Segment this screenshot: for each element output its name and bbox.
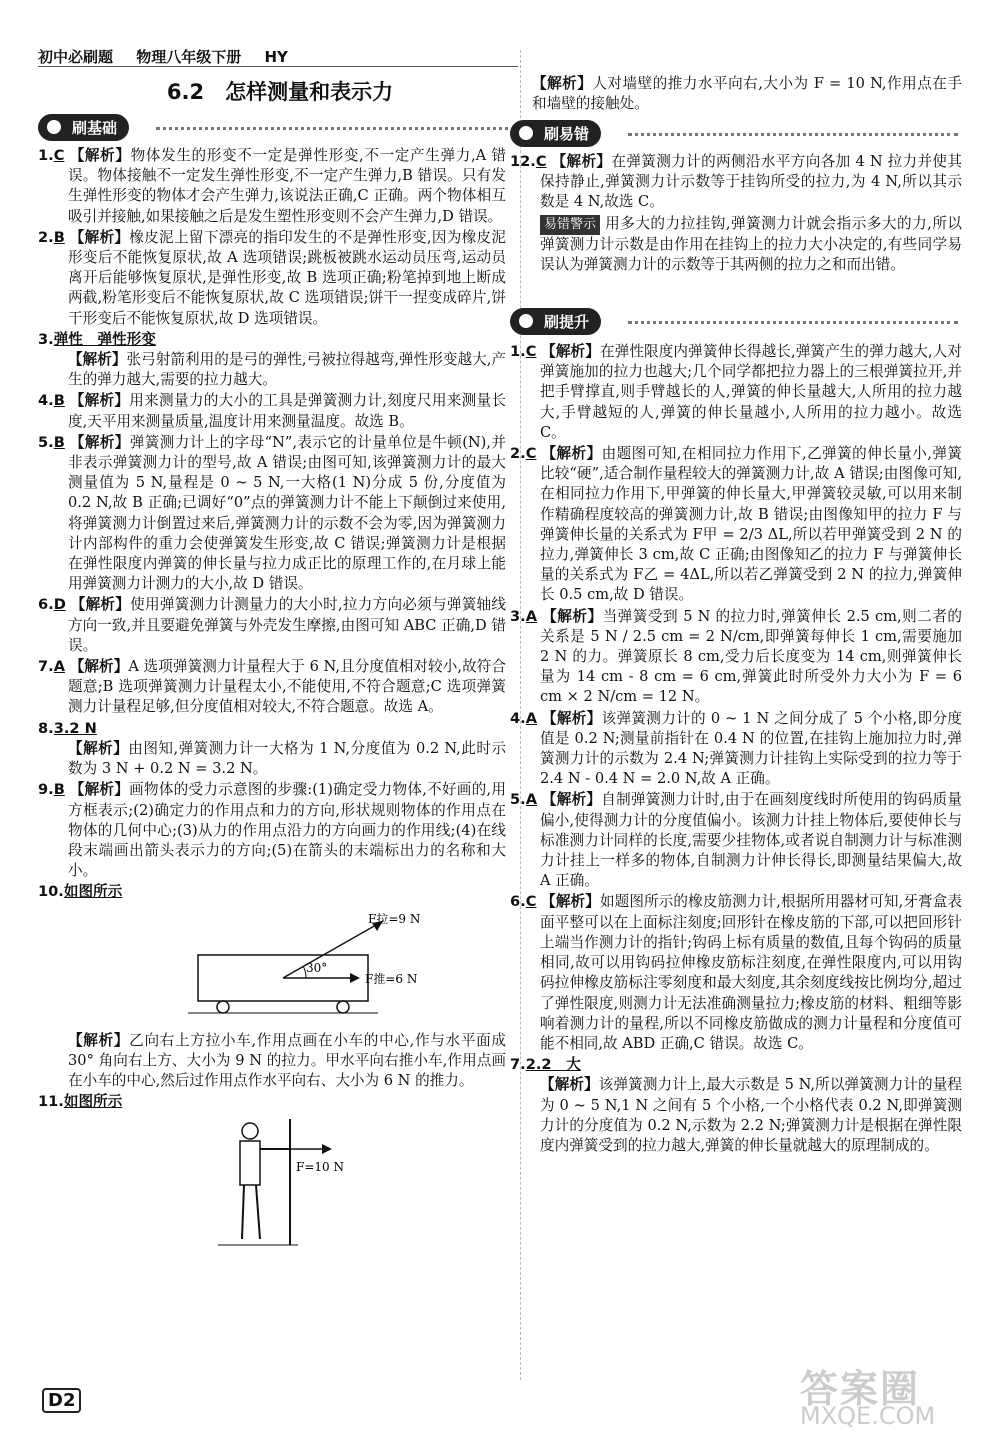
p7: 7.2.2 大 【解析】该弹簧测力计上,最大示数是 5 N,所以弹簧测力计的量程为 0 ~ 5 N,1 N 之间有 5 个小格,一个小格代表 0.2 N,即弹簧测力计的分度值为 0.2 N,示数为 2.2 N;弹簧测力计是根据在弹性限度内弹簧受到的拉力越大,弹簧的伸长量就越大的原理制成的。 [510, 1056, 962, 1154]
push-force-label: F推=6 N [365, 971, 418, 986]
header-rule [38, 66, 518, 67]
running-header [38, 46, 306, 67]
badge-basic-label: 刷基础 [38, 114, 129, 141]
q11-heading: 11.如图所示 [38, 1093, 123, 1111]
badge-mistake-label: 刷易错 [510, 120, 601, 147]
subject-name: 物理八年级下册 [136, 48, 242, 66]
dotted-rule [628, 321, 958, 324]
q11-explanation: 【解析】人对墙壁的推力水平向右,大小为 F = 10 N,作用点在手和墙壁的接触处。 [532, 75, 962, 113]
q3: 3.弹性 弹性形变 【解析】张弓射箭利用的是弓的弹性,弓被拉得越弯,弹性形变越大,产生的弹力越大,需要的拉力越大。 [38, 330, 506, 389]
right-column-2 [510, 152, 962, 276]
dotted-rule [156, 127, 516, 130]
q9: 9.B 【解析】画物体的受力示意图的步骤:(1)确定受力物体,不好画的,用方框表示;(2)确定力的作用点和力的方向,形状规则物体的作用点在物体的几何中心;(3)从力的作用点沿力的方向画力的作用线;(4)在线段末端画出箭头表示力的方向;(5)在箭头的末端标出力的名称和大小。 [38, 781, 506, 880]
right-column-3 [510, 342, 962, 1157]
badge-improve [510, 308, 601, 336]
right-column [532, 74, 962, 115]
dotted-rule [628, 133, 958, 136]
q12: 12.C 【解析】在弹簧测力计的两侧沿水平方向各加 4 N 拉力并使其保持静止,弹簧测力计示数等于挂钩所受的拉力,为 4 N,所以其示数是 4 N,故选 C。 [510, 153, 962, 211]
left-column [38, 146, 506, 1261]
edition: HY [264, 48, 288, 66]
p5: 5.A 【解析】自制弹簧测力计时,由于在画刻度线时所使用的钩码质量偏小,使得测力计的分度值偏小。该测力计挂上物体后,要使伸长与标准测力计同样的长度,需要少挂物体,或者说自制测力计与标准测力计挂上一样多的物体,自制测力计伸长得长,即测量结果偏大,故 A 正确。 [510, 791, 962, 890]
q8: 8.3.2 N 【解析】由图知,弹簧测力计一大格为 1 N,分度值为 0.2 N,此时示数为 3 N + 0.2 N = 3.2 N。 [38, 719, 506, 778]
warning-tag: 易错警示 [540, 215, 600, 235]
q6: 6.D 【解析】使用弹簧测力计测量力的大小时,拉力方向必须与弹簧轴线方向一致,并且要避免弹簧与外壳发生摩擦,由图可知 ABC 正确,D 错误。 [38, 596, 506, 654]
q5: 5.B 【解析】弹簧测力计上的字母“N”,表示它的计量单位是牛顿(N),并非表示弹簧测力计的型号,故 A 错误;由图可知,该弹簧测力计的最大测量值为 5 N,量程是 0 ~ 5 N,一大格(1 N)分成 5 份,分度值为 0.2 N,故 B 正确;已调好“0”点的弹簧测力计不能上下颠倒过来使用,将弹簧测力计倒置过来后,弹簧测力计的示数不会为零,因为弹簧测力计内部构件的重力会使弹簧发生形变,故 C 错误;弹簧测力计是根据在弹性限度内弹簧的伸长量与拉力成正比的原理工作的,在月球上能用弹簧测力计测力的大小,故 D 错误。 [38, 433, 506, 593]
badge-mistake [510, 120, 601, 148]
q2: 2.B 【解析】橡皮泥上留下漂亮的指印发生的不是弹性形变,因为橡皮泥形变后不能恢复原状,故 A 选项错误;跳板被跳水运动员压弯,运动员离开后能够恢复原状,是弹性形变,故 B 选项正确;粉笔掉到地上断成两截,粉笔形变后不能恢复原状,故 C 选项错误;饼干一捏变成碎片,饼干形变后不能恢复原状,故 D 选项错误。 [38, 228, 506, 327]
p2: 2.C 【解析】由题图可知,在相同拉力作用下,乙弹簧的伸长量小,弹簧比较“硬”,适合制作量程较大的弹簧测力计,故 A 错误;由图像可知,在相同拉力作用下,甲弹簧的伸长量大,甲弹簧较灵敏,可以用来制作精确程度较高的弹簧测力计,故 B 错误;由图像知甲的拉力 F 与弹簧伸长量的关系式为 F甲 = 2/3 ΔL,所以若甲弹簧受到 2 N 的拉力,弹簧伸长 3 cm,故 C 正确;由图像知乙的拉力 F 与弹簧伸长量的关系式为 F乙 = 4ΔL,所以若乙弹簧受到 2 N 的拉力,弹簧伸长 0.5 cm,故 D 错误。 [510, 445, 962, 604]
watermark-url: MXQE.COM [800, 1402, 936, 1430]
badge-improve-label: 刷提升 [510, 308, 601, 335]
p1: 1.C 【解析】在弹性限度内弹簧伸长得越长,弹簧产生的弹力越大,人对弹簧施加的拉力也越大;几个同学都把拉力器上的三根弹簧拉开,并把手臂撑直,则手臂越长的人,弹簧的伸长量越大,人所用的拉力越大,手臂越短的人,弹簧的伸长量越小,人所用的拉力越小。故选 C。 [510, 343, 962, 441]
wall-force-label: F=10 N [296, 1159, 344, 1174]
badge-basic [38, 114, 129, 142]
p3: 3.A 【解析】当弹簧受到 5 N 的拉力时,弹簧伸长 2.5 cm,则二者的关系是 5 N / 2.5 cm = 2 N/cm,即弹簧每伸长 1 cm,需要施加 2 N 的力。弹簧原长 8 cm,受力后长度变为 14 cm,则弹簧伸长量为 14 cm - 8 cm = 6 cm,弹簧此时所受外力大小为 F = 6 cm × 2 N/cm = 12 N。 [510, 607, 963, 706]
figure-cart-forces [38, 907, 506, 1025]
angle-label: 30° [306, 960, 328, 975]
q1: 1.C 【解析】物体发生的形变不一定是弹性形变,不一定产生弹力,A 错误。物体接触不一定发生弹性形变,不一定产生弹力,B 错误。只有发生弹性形变的物体才会产生弹力,该说法正确,C 正确。两个物体相互吸引并接触,如果接触之后是发生塑性形变则不会产生弹力,D 错误。 [38, 147, 506, 225]
watermark-logo: 答案圈 [800, 1367, 921, 1411]
p6: 6.C 【解析】如题图所示的橡皮筋测力计,根据所用器材可知,牙膏盒表面平整可以在上面标注刻度;回形针在橡皮筋的下部,可以把回形针上端当作测力计的指针;钩码上标有质量的数值,且每个钩码的质量相同,故可以用钩码拉伸橡皮筋标注刻度,在弹性限度内,可以用钩码拉伸橡皮筋标注零刻度和最大刻度,其余刻度线按比例均分,超过了弹性限度,则测力计无法准确测量拉力;橡皮筋的材料、粗细等影响着测力计的量程,所以不同橡皮筋做成的测力计量程和分度值可能不相同,故 ABD 正确,C 错误。故选 C。 [510, 893, 962, 1052]
figure-person-wall [38, 1117, 506, 1255]
q10-explanation: 【解析】乙向右上方拉小车,作用点画在小车的中心,作与水平面成 30° 角向右上方、大小为 9 N 的拉力。甲水平向右推小车,作用点画在小车的中心,然后过作用点作水平向右、大小为 6 N 的推力。 [68, 1031, 506, 1090]
pull-force-label: F拉=9 N [368, 911, 421, 926]
page-number: D2 [42, 1388, 81, 1413]
q7: 7.A 【解析】A 选项弹簧测力计量程大于 6 N,且分度值相对较小,故符合题意;B 选项弹簧测力计量程太小,不能使用,不符合题意;C 选项弹簧测力计量程足够,但分度值相对较大,不符合题意。故选 A。 [38, 658, 506, 716]
book-name: 初中必刷题 [38, 48, 114, 66]
q10-heading: 10.如图所示 [38, 883, 123, 901]
q4: 4.B 【解析】用来测量力的大小的工具是弹簧测力计,刻度尺用来测量长度,天平用来测量质量,温度计用来测量温度。故选 B。 [38, 392, 506, 430]
mistake-warning: 易错警示 用多大的力拉挂钩,弹簧测力计就会指示多大的力,所以弹簧测力计示数是由作用在挂钩上的拉力大小决定的,有些同学易误认为弹簧测力计的示数等于其两侧的拉力之和而出错。 [540, 214, 963, 274]
section-title: 6.2 怎样测量和表示力 [166, 80, 394, 104]
p4: 4.A 【解析】该弹簧测力计的 0 ~ 1 N 之间分成了 5 个小格,即分度值是 0.2 N;测量前指针在 0.4 N 的位置,在挂钩上施加拉力时,弹簧测力计的示数为 2.4 N;弹簧测力计挂钩上实际受到的拉力等于 2.4 N - 0.4 N = 2.0 N,故 A 正确。 [510, 709, 962, 788]
